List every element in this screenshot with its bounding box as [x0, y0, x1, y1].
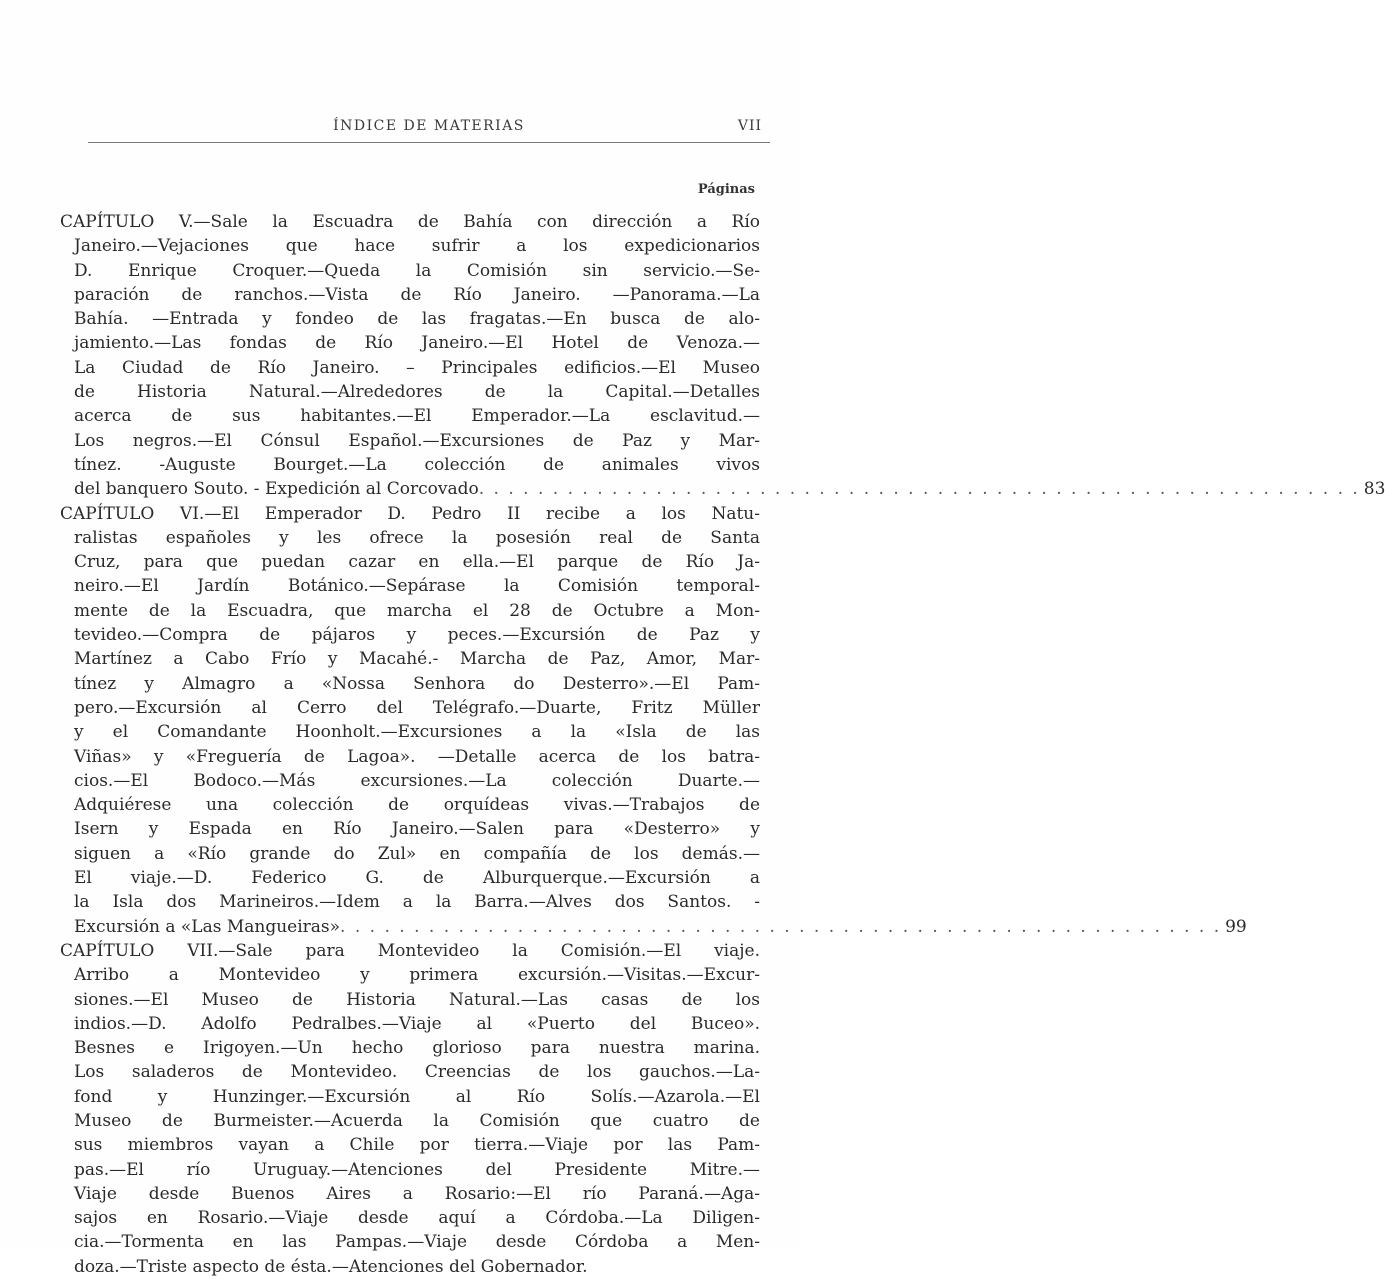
toc-line: CAPÍTULO V.—Sale la Escuadra de Bahía con dirección a Río [60, 212, 760, 232]
pages-column-label: Páginas [697, 182, 755, 197]
toc-line: Bahía. —Entrada y fondeo de las fragatas.—En busca de alo- [74, 309, 760, 330]
toc-line: pas.—El río Uruguay.—Atenciones del Presidente Mitre.— [74, 1159, 760, 1180]
toc-line: Viñas» y «Freguería de Lagoa». —Detalle acerca de los batra- [74, 746, 760, 767]
toc-line-with-page [60, 477, 1385, 501]
toc-entry [60, 939, 760, 1279]
running-title: ÍNDICE DE MATERIAS [333, 118, 525, 134]
toc-line: sajos en Rosario.—Viaje desde aquí a Córdoba.—La Diligen- [74, 1208, 760, 1229]
toc-line: La Ciudad de Río Janeiro. – Principales edificios.—El Museo [74, 357, 760, 378]
toc-line-with-page [60, 915, 1247, 939]
toc-line: Los negros.—El Cónsul Español.—Excursiones de Paz y Mar- [74, 430, 760, 451]
toc-line: pero.—Excursión al Cerro del Telégrafo.—Duarte, Fritz Müller [74, 697, 760, 718]
toc-line: mente de la Escuadra, que marcha el 28 de Octubre a Mon- [74, 600, 760, 621]
toc-line: El viaje.—D. Federico G. de Alburquerque.—Excursión a [74, 868, 760, 889]
toc-line: cios.—El Bodoco.—Más excursiones.—La colección Duarte.— [74, 770, 760, 791]
toc-line: tínez y Almagro a «Nossa Senhora do Desterro».—El Pam- [74, 673, 760, 694]
page-folio: VII [737, 118, 762, 134]
toc-line: Viaje desde Buenos Aires a Rosario:—El río Paraná.—Aga- [74, 1183, 760, 1204]
toc-line: Isern y Espada en Río Janeiro.—Salen para «Desterro» y [74, 819, 760, 840]
toc-line: indios.—D. Adolfo Pedralbes.—Viaje al «Puerto del Buceo». [74, 1013, 760, 1034]
toc-line: siguen a «Río grande do Zul» en compañía de los demás.— [74, 843, 760, 864]
toc-line: siones.—El Museo de Historia Natural.—Las casas de los [74, 989, 760, 1010]
toc-line: cia.—Tormenta en las Pampas.—Viaje desde Córdoba a Men- [74, 1232, 760, 1253]
toc-line: y el Comandante Hoonholt.—Excursiones a la «Isla de las [74, 722, 760, 743]
header-rule [88, 142, 770, 143]
toc-line: del banquero Souto. - Expedición al Corcovado [74, 479, 479, 500]
toc-line: sus miembros vayan a Chile por tierra.—Viaje por las Pam- [74, 1135, 760, 1156]
toc-line: tínez. -Auguste Bourget.—La colección de animales vivos [74, 454, 760, 475]
dot-leader: . . . . . . . . . . . . . . . . . . . . . . . . . . . . . . . . . . . . . . . . . . . . . . . . . . . . . . . . . . . . [478, 479, 1360, 500]
toc-line: Arribo a Montevideo y primera excursión.—Visitas.—Excur- [74, 965, 760, 986]
dot-leader: . . . . . . . . . . . . . . . . . . . . . . . . . . . . . . . . . . . . . . . . . . . . . . . . . . . . . . . . . . . . [340, 916, 1222, 937]
toc-line: neiro.—El Jardín Botánico.—Sepárase la Comisión temporal- [74, 576, 760, 597]
toc-line: de Historia Natural.—Alrededores de la Capital.—Detalles [74, 382, 760, 403]
toc-entry [60, 210, 1385, 502]
toc-line: Adquiérese una colección de orquídeas vivas.—Trabajos de [74, 795, 760, 816]
toc-line: D. Enrique Croquer.—Queda la Comisión sin servicio.—Se- [74, 260, 760, 281]
toc-line: tevideo.—Compra de pájaros y peces.—Excursión de Paz y [74, 625, 760, 646]
toc-line: Los saladeros de Montevideo. Creencias de los gauchos.—La- [74, 1062, 760, 1083]
toc-line: Martínez a Cabo Frío y Macahé.- Marcha de Paz, Amor, Mar- [74, 649, 760, 670]
page-number: 83 [1363, 479, 1385, 500]
toc-line: Besnes e Irigoyen.—Un hecho glorioso para nuestra marina. [74, 1038, 760, 1059]
running-head [88, 118, 770, 142]
toc-line: Cruz, para que puedan cazar en ella.—El parque de Río Ja- [74, 552, 760, 573]
toc-line: CAPÍTULO VII.—Sale para Montevideo la Comisión.—El viaje. [60, 940, 760, 961]
toc-line: Museo de Burmeister.—Acuerda la Comisión que cuatro de [74, 1110, 760, 1131]
toc-line: la Isla dos Marineiros.—Idem a la Barra.—Alves dos Santos. - [74, 892, 760, 913]
toc-line: ralistas españoles y les ofrece la posesión real de Santa [74, 527, 760, 548]
toc-entry [60, 502, 1247, 939]
page-number: 99 [1225, 916, 1247, 937]
toc-line: fond y Hunzinger.—Excursión al Río Solís.—Azarola.—El [74, 1086, 760, 1107]
toc-line: paración de ranchos.—Vista de Río Janeiro. —Panorama.—La [74, 284, 760, 305]
toc-line: Excursión a «Las Mangueiras» [74, 916, 341, 937]
table-of-contents [60, 210, 1385, 1279]
toc-line: CAPÍTULO VI.—El Emperador D. Pedro II recibe a los Natu- [60, 503, 760, 524]
toc-line: acerca de sus habitantes.—El Emperador.—La esclavitud.— [74, 406, 760, 427]
toc-line: doza.—Triste aspecto de ésta.—Atenciones del Gobernador. [74, 1256, 588, 1277]
toc-line: jamiento.—Las fondas de Río Janeiro.—El Hotel de Venoza.— [74, 333, 760, 354]
toc-line: Janeiro.—Vejaciones que hace sufrir a los expedicionarios [74, 236, 760, 257]
